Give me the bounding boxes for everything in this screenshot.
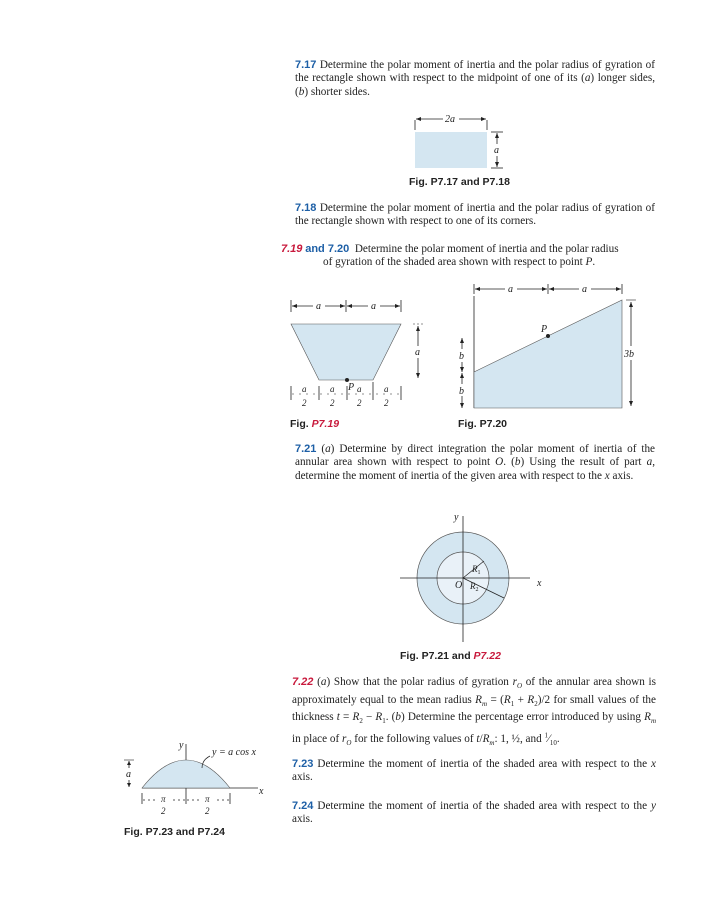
svg-text:2: 2 — [302, 398, 307, 408]
svg-text:a: a — [415, 347, 420, 358]
svg-text:a: a — [316, 301, 321, 312]
svg-text:2: 2 — [161, 806, 166, 816]
figure-caption-p7-19: Fig. P7.19 — [290, 418, 340, 430]
svg-text:R1: $R_1$ — [472, 564, 481, 576]
label-a: a — [494, 145, 499, 156]
problem-text: Determine the moment of inertia of the shaded area with respect to the x axis. — [292, 758, 656, 784]
figure-caption: Fig. P7.20 — [458, 418, 508, 430]
svg-text:π: π — [205, 794, 210, 804]
svg-text:a: a — [126, 769, 131, 780]
svg-text:π: π — [161, 794, 166, 804]
shaded-area — [474, 300, 622, 408]
problem-number: 7.18 — [295, 202, 317, 214]
svg-text:2: 2 — [330, 398, 335, 408]
problem-7-23 — [292, 758, 656, 785]
rectangle-shape — [415, 132, 487, 168]
problem-7-19-7-20: 7.19 and 7.20 Determine the polar moment of inertia and the polar radius of gyration of the shaded area shown with respect to point P. — [281, 243, 619, 269]
figure-rectangle — [405, 108, 515, 173]
svg-text:a: a — [371, 301, 376, 312]
figure-caption: Fig. P7.17 and P7.18 — [409, 176, 510, 188]
figure-caption-p7-21: Fig. P7.21 and P7.22 — [400, 650, 501, 662]
svg-text:R2: $R_2$ — [470, 581, 479, 593]
problem-text: (a) Show that the polar radius of gyration $r_O$ of the annular area shown is approximately equal to the mean radius $R_m = (R_1 + R_2)/2$ for small values of the thickness $t = R_2 - R_1$. (b) Determine the percentage error introduced by using $R_m$ in place of $r_O$ for the following values of $t/R_m$: 1, ½, and $^1⁄_{10}$. — [292, 676, 657, 747]
svg-text:2: 2 — [384, 398, 389, 408]
svg-text:2: 2 — [357, 398, 362, 408]
problem-text: (a) Determine by direct integration the polar moment of inertia of the annular area shown with respect to point O. (b) Using the result of part a, determine the moment of inertia of the given area with respect to the x axis. — [295, 443, 655, 482]
problem-7-24 — [292, 800, 656, 827]
problem-7-17 — [295, 59, 655, 99]
problem-7-21 — [295, 443, 655, 483]
problem-7-18 — [295, 202, 655, 229]
svg-text:a: a — [508, 284, 513, 295]
svg-text:P: P — [541, 324, 548, 335]
svg-text:b: b — [459, 386, 464, 397]
svg-text:x: x — [537, 578, 542, 589]
figure-annulus — [398, 510, 548, 650]
svg-text:b: b — [459, 351, 464, 362]
problem-7-22 — [292, 676, 656, 750]
figure-trapezoid — [285, 296, 435, 416]
svg-text:a: a — [302, 384, 307, 394]
figure-triangle-area — [450, 284, 650, 414]
svg-text:x: x — [259, 786, 264, 797]
trapezoid-shape — [291, 324, 401, 380]
svg-text:2: 2 — [205, 806, 210, 816]
problem-number: 7.17 — [295, 59, 317, 71]
figure-cosine-area — [118, 738, 278, 823]
problem-text: Determine the polar moment of inertia and the polar radius of gyration of the rectangle shown with respect to the midpoint of one of its (a) longer sides, (b) shorter sides. — [295, 59, 655, 98]
svg-text:y: y — [454, 512, 459, 523]
problem-number: 7.23 — [292, 758, 314, 770]
problem-text: Determine the moment of inertia of the shaded area with respect to the y axis. — [292, 800, 656, 826]
svg-text:y: y — [179, 740, 184, 751]
svg-text:a: a — [357, 384, 362, 394]
svg-text:a: a — [330, 384, 335, 394]
svg-text:a: a — [582, 284, 587, 295]
cosine-shaded-area — [142, 760, 230, 788]
svg-text:P: P — [348, 382, 355, 393]
label-2a: 2a — [445, 114, 455, 125]
problem-number: 7.24 — [292, 800, 314, 812]
problem-number: 7.22 — [292, 676, 314, 688]
figure-caption: Fig. P7.23 and P7.24 — [124, 826, 225, 838]
svg-text:3b: 3b — [624, 349, 634, 360]
svg-text:O: O — [455, 580, 463, 591]
problem-text: Determine the polar moment of inertia and the polar radius — [352, 243, 619, 255]
problem-text: Determine the polar moment of inertia and the polar radius of gyration of the rectangle shown with respect to one of its corners. — [295, 202, 655, 228]
svg-text:a: a — [384, 384, 389, 394]
problem-number: 7.21 — [295, 443, 317, 455]
curve-equation: y = a cos x — [212, 747, 256, 758]
